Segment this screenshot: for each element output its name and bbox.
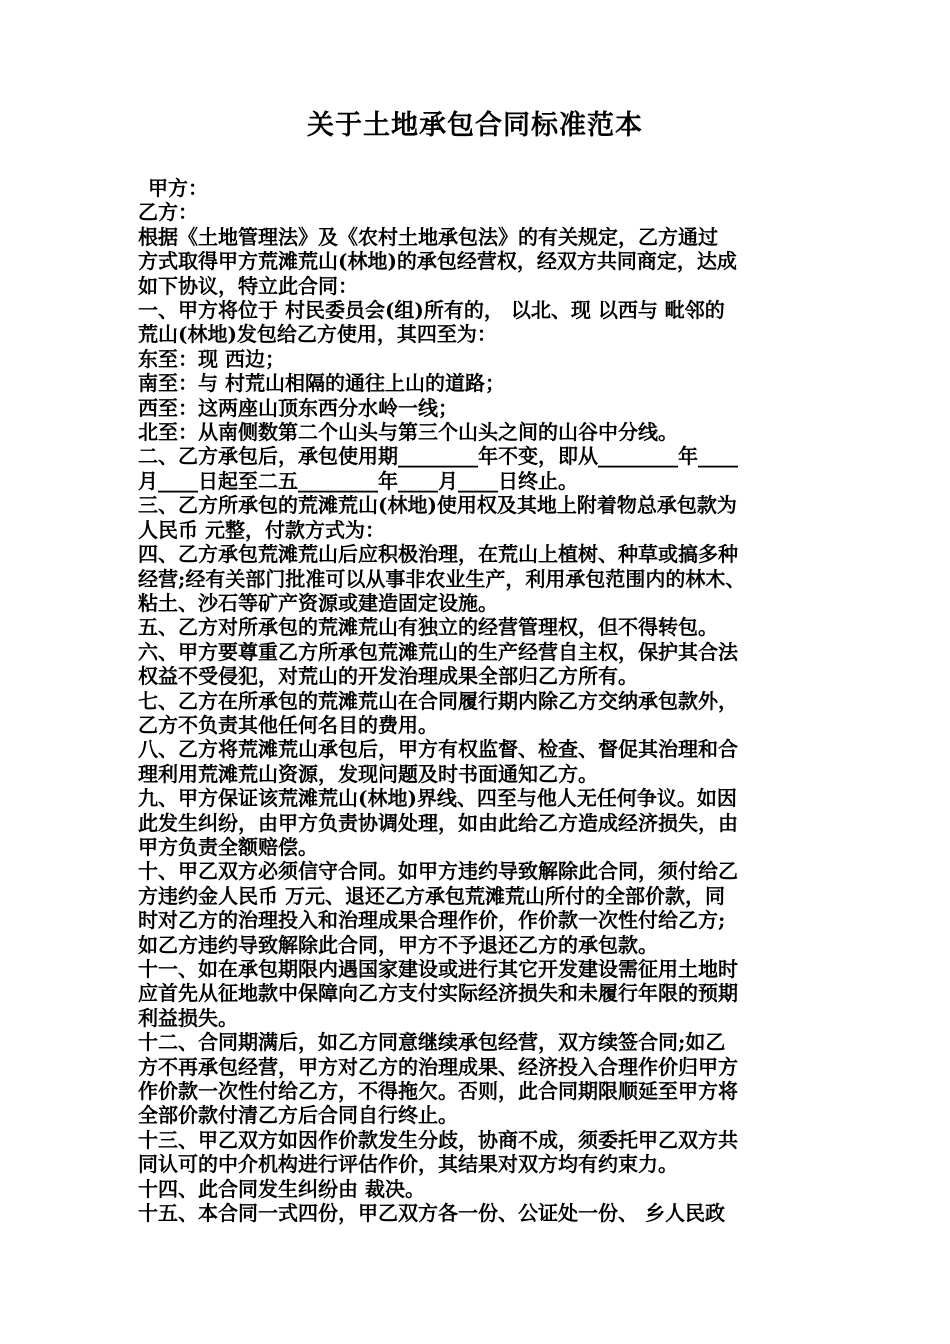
party-a-line: 甲方： xyxy=(148,176,208,200)
boundary-east-line: 东至：现 西边； xyxy=(138,346,285,371)
paragraph-line: 方式取得甲方荒滩荒山(林地)的承包经营权，经双方共同商定，达成 xyxy=(138,249,737,274)
clause-11-line: 应首先从征地款中保障向乙方支付实际经济损失和未履行年限的预期 xyxy=(138,981,738,1006)
clause-8-line: 理利用荒滩荒山资源，发现问题及时书面通知乙方。 xyxy=(138,761,598,786)
paragraph-line: 如下协议，特立此合同： xyxy=(138,273,358,298)
boundary-south-line: 南至：与 村荒山相隔的通往上山的道路； xyxy=(138,371,505,396)
clause-10-line: 十、甲乙双方必须信守合同。如甲方违约导致解除此合同，须付给乙 xyxy=(138,859,738,884)
clause-9-line: 九、甲方保证该荒滩荒山(林地)界线、四至与他人无任何争议。如因 xyxy=(138,786,737,811)
paragraph-line: 根据《土地管理法》及《农村土地承包法》的有关规定，乙方通过 xyxy=(138,224,718,249)
clause-3-line: 人民币 元整，付款方式为： xyxy=(138,517,385,542)
clause-10-line: 时对乙方的治理投入和治理成果合理作价，作价款一次性付给乙方; xyxy=(138,908,726,933)
clause-10-line: 如乙方违约导致解除此合同，甲方不予退还乙方的承包款。 xyxy=(138,932,658,957)
clause-13-line: 十三、甲乙双方如因作价款发生分歧，协商不成，须委托甲乙双方共 xyxy=(138,1127,738,1152)
clause-6-line: 权益不受侵犯，对荒山的开发治理成果全部归乙方所有。 xyxy=(138,664,638,689)
clause-2-line: 月____日起至二五________年____月____日终止。 xyxy=(138,468,578,493)
clause-14-line: 十四、此合同发生纠纷由 裁决。 xyxy=(138,1176,425,1201)
clause-12-line: 作价款一次性付给乙方，不得拖欠。否则，此合同期限顺延至甲方将 xyxy=(138,1079,738,1104)
document-body xyxy=(138,176,828,1225)
clause-12-line: 方不再承包经营，甲方对乙方的治理成果、经济投入合理作价归甲方 xyxy=(138,1054,738,1079)
clause-8-line: 八、乙方将荒滩荒山承包后，甲方有权监督、检查、督促其治理和合 xyxy=(138,737,738,762)
clause-1-line: 荒山(林地)发包给乙方使用，其四至为： xyxy=(138,322,497,347)
clause-7-line: 乙方不负责其他任何名目的费用。 xyxy=(138,712,438,737)
clause-9-line: 甲方负责全额赔偿。 xyxy=(138,834,318,859)
clause-4-line: 四、乙方承包荒滩荒山后应积极治理，在荒山上植树、种草或搞多种 xyxy=(138,542,738,567)
clause-9-line: 此发生纠纷，由甲方负责协调处理，如由此给乙方造成经济损失，由 xyxy=(138,810,738,835)
clause-3-line: 三、乙方所承包的荒滩荒山(林地)使用权及其地上附着物总承包款为 xyxy=(138,493,737,518)
party-b-line: 乙方： xyxy=(138,200,198,225)
clause-12-line: 十二、合同期满后，如乙方同意继续承包经营，双方续签合同;如乙 xyxy=(138,1030,726,1055)
clause-11-line: 利益损失。 xyxy=(138,1005,238,1030)
clause-1-line: 一、甲方将位于 村民委员会(组)所有的， 以北、现 以西与 毗邻的 xyxy=(138,298,725,323)
boundary-west-line: 西至：这两座山顶东西分水岭一线； xyxy=(138,395,458,420)
clause-15-line: 十五、本合同一式四份，甲乙双方各一份、公证处一份、 乡人民政 xyxy=(138,1201,725,1226)
clause-5-line: 五、乙方对所承包的荒滩荒山有独立的经营管理权，但不得转包。 xyxy=(138,615,718,640)
clause-6-line: 六、甲方要尊重乙方所承包荒滩荒山的生产经营自主权，保护其合法 xyxy=(138,639,738,664)
clause-2-line: 二、乙方承包后，承包使用期________年不变，即从________年____ xyxy=(138,444,738,469)
boundary-north-line: 北至：从南侧数第二个山头与第三个山头之间的山谷中分线。 xyxy=(138,420,678,445)
clause-13-line: 同认可的中介机构进行评估作价，其结果对双方均有约束力。 xyxy=(138,1152,678,1177)
clause-4-line: 粘土、沙石等矿产资源或建造固定设施。 xyxy=(138,590,498,615)
document-title: 关于土地承包合同标准范本 xyxy=(307,110,643,141)
clause-10-line: 方违约金人民币 万元、退还乙方承包荒滩荒山所付的全部价款，同 xyxy=(138,883,725,908)
clause-4-line: 经营;经有关部门批准可以从事非农业生产，利用承包范围内的林木、 xyxy=(138,566,746,591)
clause-11-line: 十一、如在承包期限内遇国家建设或进行其它开发建设需征用土地时 xyxy=(138,957,738,981)
clause-7-line: 七、乙方在所承包的荒滩荒山在合同履行期内除乙方交纳承包款外， xyxy=(138,688,738,713)
clause-12-line: 全部价款付清乙方后合同自行终止。 xyxy=(138,1103,458,1128)
